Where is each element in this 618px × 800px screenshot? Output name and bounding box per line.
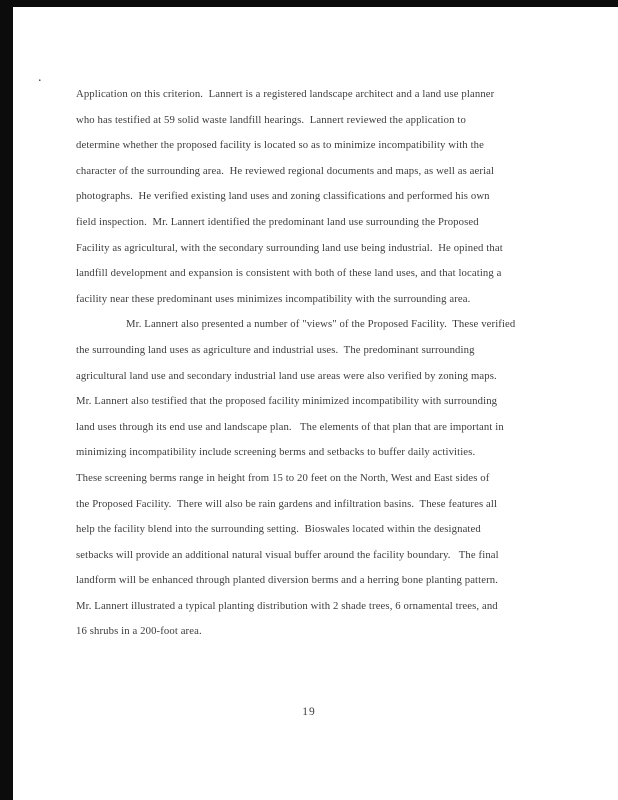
scan-edge-top xyxy=(0,0,618,7)
text-line: land uses through its end use and landscape plan. The elements of that plan that are important in xyxy=(76,420,504,433)
stray-mark: . xyxy=(38,70,42,85)
text-line: field inspection. Mr. Lannert identified the predominant land use surrounding the Proposed xyxy=(76,215,479,228)
text-line: the surrounding land uses as agriculture and industrial uses. The predominant surrounding xyxy=(76,343,475,356)
text-line: character of the surrounding area. He reviewed regional documents and maps, as well as aerial xyxy=(76,164,495,177)
text-line: determine whether the proposed facility is located so as to minimize incompatibility with the xyxy=(76,139,484,152)
text-line: help the facility blend into the surrounding setting. Bioswales located within the designated xyxy=(76,523,481,536)
text-line-paragraph-start: Mr. Lannert also presented a number of "views" of the Proposed Facility. These verified xyxy=(126,318,516,331)
text-line: landfill development and expansion is consistent with both of these land uses, and that locating a xyxy=(76,267,502,280)
page-number: 19 xyxy=(302,706,316,718)
text-line: photographs. He verified existing land uses and zoning classifications and performed his own xyxy=(76,190,490,203)
text-line: Mr. Lannert illustrated a typical planting distribution with 2 shade trees, 6 ornamental trees, and xyxy=(76,599,498,612)
text-line: the Proposed Facility. There will also be rain gardens and infiltration basins. These features all xyxy=(76,497,498,510)
text-line: minimizing incompatibility include screening berms and setbacks to buffer daily activities. xyxy=(76,446,476,459)
text-line: who has testified at 59 solid waste landfill hearings. Lannert reviewed the application to xyxy=(76,113,466,126)
text-line: facility near these predominant uses minimizes incompatibility with the surrounding area. xyxy=(76,292,471,305)
text-line: agricultural land use and secondary industrial land use areas were also verified by zoning maps. xyxy=(76,369,497,382)
text-line: Mr. Lannert also testified that the proposed facility minimized incompatibility with surrounding xyxy=(76,395,498,408)
text-line: landform will be enhanced through planted diversion berms and a herring bone planting pattern. xyxy=(76,574,499,587)
scan-edge-left xyxy=(0,0,13,800)
text-line: 16 shrubs in a 200-foot area. xyxy=(76,625,202,638)
text-line: setbacks will provide an additional natural visual buffer around the facility boundary. The final xyxy=(76,548,499,561)
text-line: Application on this criterion. Lannert is a registered landscape architect and a land use planner xyxy=(76,88,495,100)
text-line: These screening berms range in height from 15 to 20 feet on the North, West and East sides of xyxy=(76,471,490,484)
text-line: Facility as agricultural, with the secondary surrounding land use being industrial. He opined that xyxy=(76,241,503,254)
document-body xyxy=(76,82,576,645)
